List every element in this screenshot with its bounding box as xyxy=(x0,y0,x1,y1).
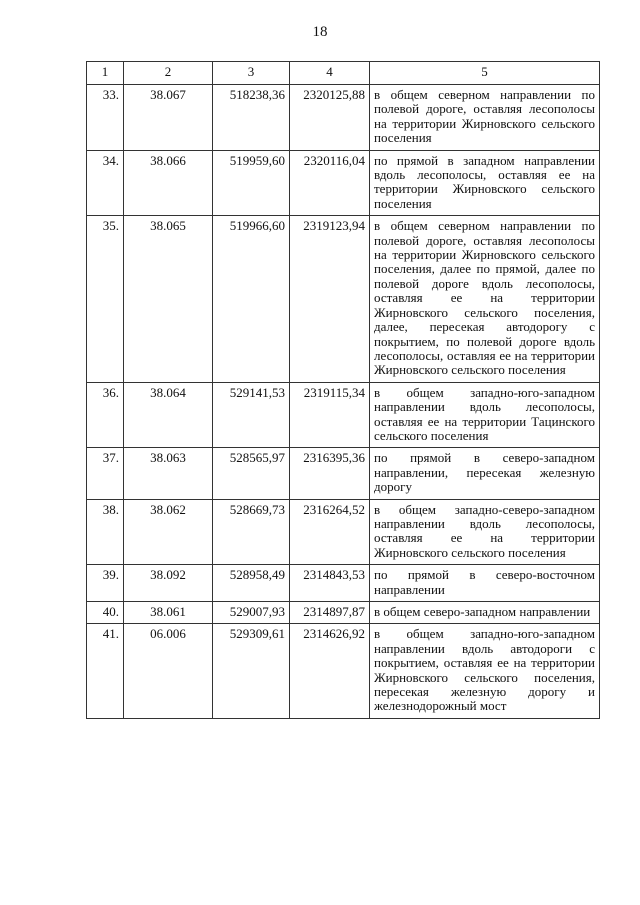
point-id-cell: 38.066 xyxy=(124,150,213,216)
boundary-points-table xyxy=(86,61,600,719)
y-coordinate-cell: 2314897,87 xyxy=(290,602,370,624)
y-coordinate-cell: 2319123,94 xyxy=(290,216,370,382)
y-coordinate-cell: 2316395,36 xyxy=(290,448,370,499)
x-coordinate-cell: 529007,93 xyxy=(213,602,290,624)
x-coordinate-cell: 529141,53 xyxy=(213,382,290,448)
y-coordinate-cell: 2314843,53 xyxy=(290,565,370,602)
point-id-cell: 38.064 xyxy=(124,382,213,448)
description-cell: в общем северном направлении по полевой дороге, оставляя лесополосы на территории Жирновского сельского поселения xyxy=(370,85,600,151)
description-cell: по прямой в северо-восточном направлении xyxy=(370,565,600,602)
description-cell: в общем северо-западном направлении xyxy=(370,602,600,624)
header-cell-3: 3 xyxy=(213,62,290,85)
table-row xyxy=(87,602,600,624)
point-id-cell: 38.065 xyxy=(124,216,213,382)
table-row xyxy=(87,216,600,382)
row-number-cell: 40. xyxy=(87,602,124,624)
header-cell-4: 4 xyxy=(290,62,370,85)
table-row xyxy=(87,565,600,602)
description-cell: по прямой в западном направлении вдоль лесополосы, оставляя ее на территории Жирновского сельского поселения xyxy=(370,150,600,216)
y-coordinate-cell: 2319115,34 xyxy=(290,382,370,448)
point-id-cell: 38.062 xyxy=(124,499,213,565)
description-cell: в общем западно-северо-западном направлении вдоль лесополосы, оставляя ее на территории Жирновского сельского поселения xyxy=(370,499,600,565)
row-number-cell: 33. xyxy=(87,85,124,151)
row-number-cell: 34. xyxy=(87,150,124,216)
point-id-cell: 06.006 xyxy=(124,624,213,718)
description-cell: по прямой в северо-западном направлении, пересекая железную дорогу xyxy=(370,448,600,499)
x-coordinate-cell: 519959,60 xyxy=(213,150,290,216)
table-row xyxy=(87,382,600,448)
page-number: 18 xyxy=(312,24,328,40)
x-coordinate-cell: 528565,97 xyxy=(213,448,290,499)
point-id-cell: 38.061 xyxy=(124,602,213,624)
point-id-cell: 38.092 xyxy=(124,565,213,602)
x-coordinate-cell: 518238,36 xyxy=(213,85,290,151)
point-id-cell: 38.063 xyxy=(124,448,213,499)
table-row xyxy=(87,448,600,499)
x-coordinate-cell: 528669,73 xyxy=(213,499,290,565)
header-cell-2: 2 xyxy=(124,62,213,85)
y-coordinate-cell: 2316264,52 xyxy=(290,499,370,565)
x-coordinate-cell: 519966,60 xyxy=(213,216,290,382)
y-coordinate-cell: 2314626,92 xyxy=(290,624,370,718)
table-row xyxy=(87,499,600,565)
row-number-cell: 36. xyxy=(87,382,124,448)
description-cell: в общем западно-юго-западном направлении вдоль лесополосы, оставляя ее на территории Тацинского сельского поселения xyxy=(370,382,600,448)
description-cell: в общем западно-юго-западном направлении вдоль автодороги с покрытием, оставляя ее на территории Жирновского сельского поселения, пересекая железную дорогу и железнодорожный мост xyxy=(370,624,600,718)
header-row xyxy=(87,62,600,85)
row-number-cell: 37. xyxy=(87,448,124,499)
row-number-cell: 35. xyxy=(87,216,124,382)
table-row xyxy=(87,624,600,718)
row-number-cell: 41. xyxy=(87,624,124,718)
header-cell-1: 1 xyxy=(87,62,124,85)
table-row xyxy=(87,85,600,151)
row-number-cell: 39. xyxy=(87,565,124,602)
y-coordinate-cell: 2320125,88 xyxy=(290,85,370,151)
table-row xyxy=(87,150,600,216)
y-coordinate-cell: 2320116,04 xyxy=(290,150,370,216)
description-cell: в общем северном направлении по полевой дороге, оставляя лесополосы на территории Жирновского сельского поселения, далее по прямой, далее по полевой дороге вдоль лесополосы, оставляя ее на территории Жирновского сельского поселения, далее, пересекая автодорогу с покрытием, по полевой дороге вдоль лесополосы, оставляя ее на территории Жирновского сельского поселения xyxy=(370,216,600,382)
point-id-cell: 38.067 xyxy=(124,85,213,151)
header-cell-5: 5 xyxy=(370,62,600,85)
x-coordinate-cell: 529309,61 xyxy=(213,624,290,718)
x-coordinate-cell: 528958,49 xyxy=(213,565,290,602)
table-body xyxy=(87,62,600,719)
row-number-cell: 38. xyxy=(87,499,124,565)
